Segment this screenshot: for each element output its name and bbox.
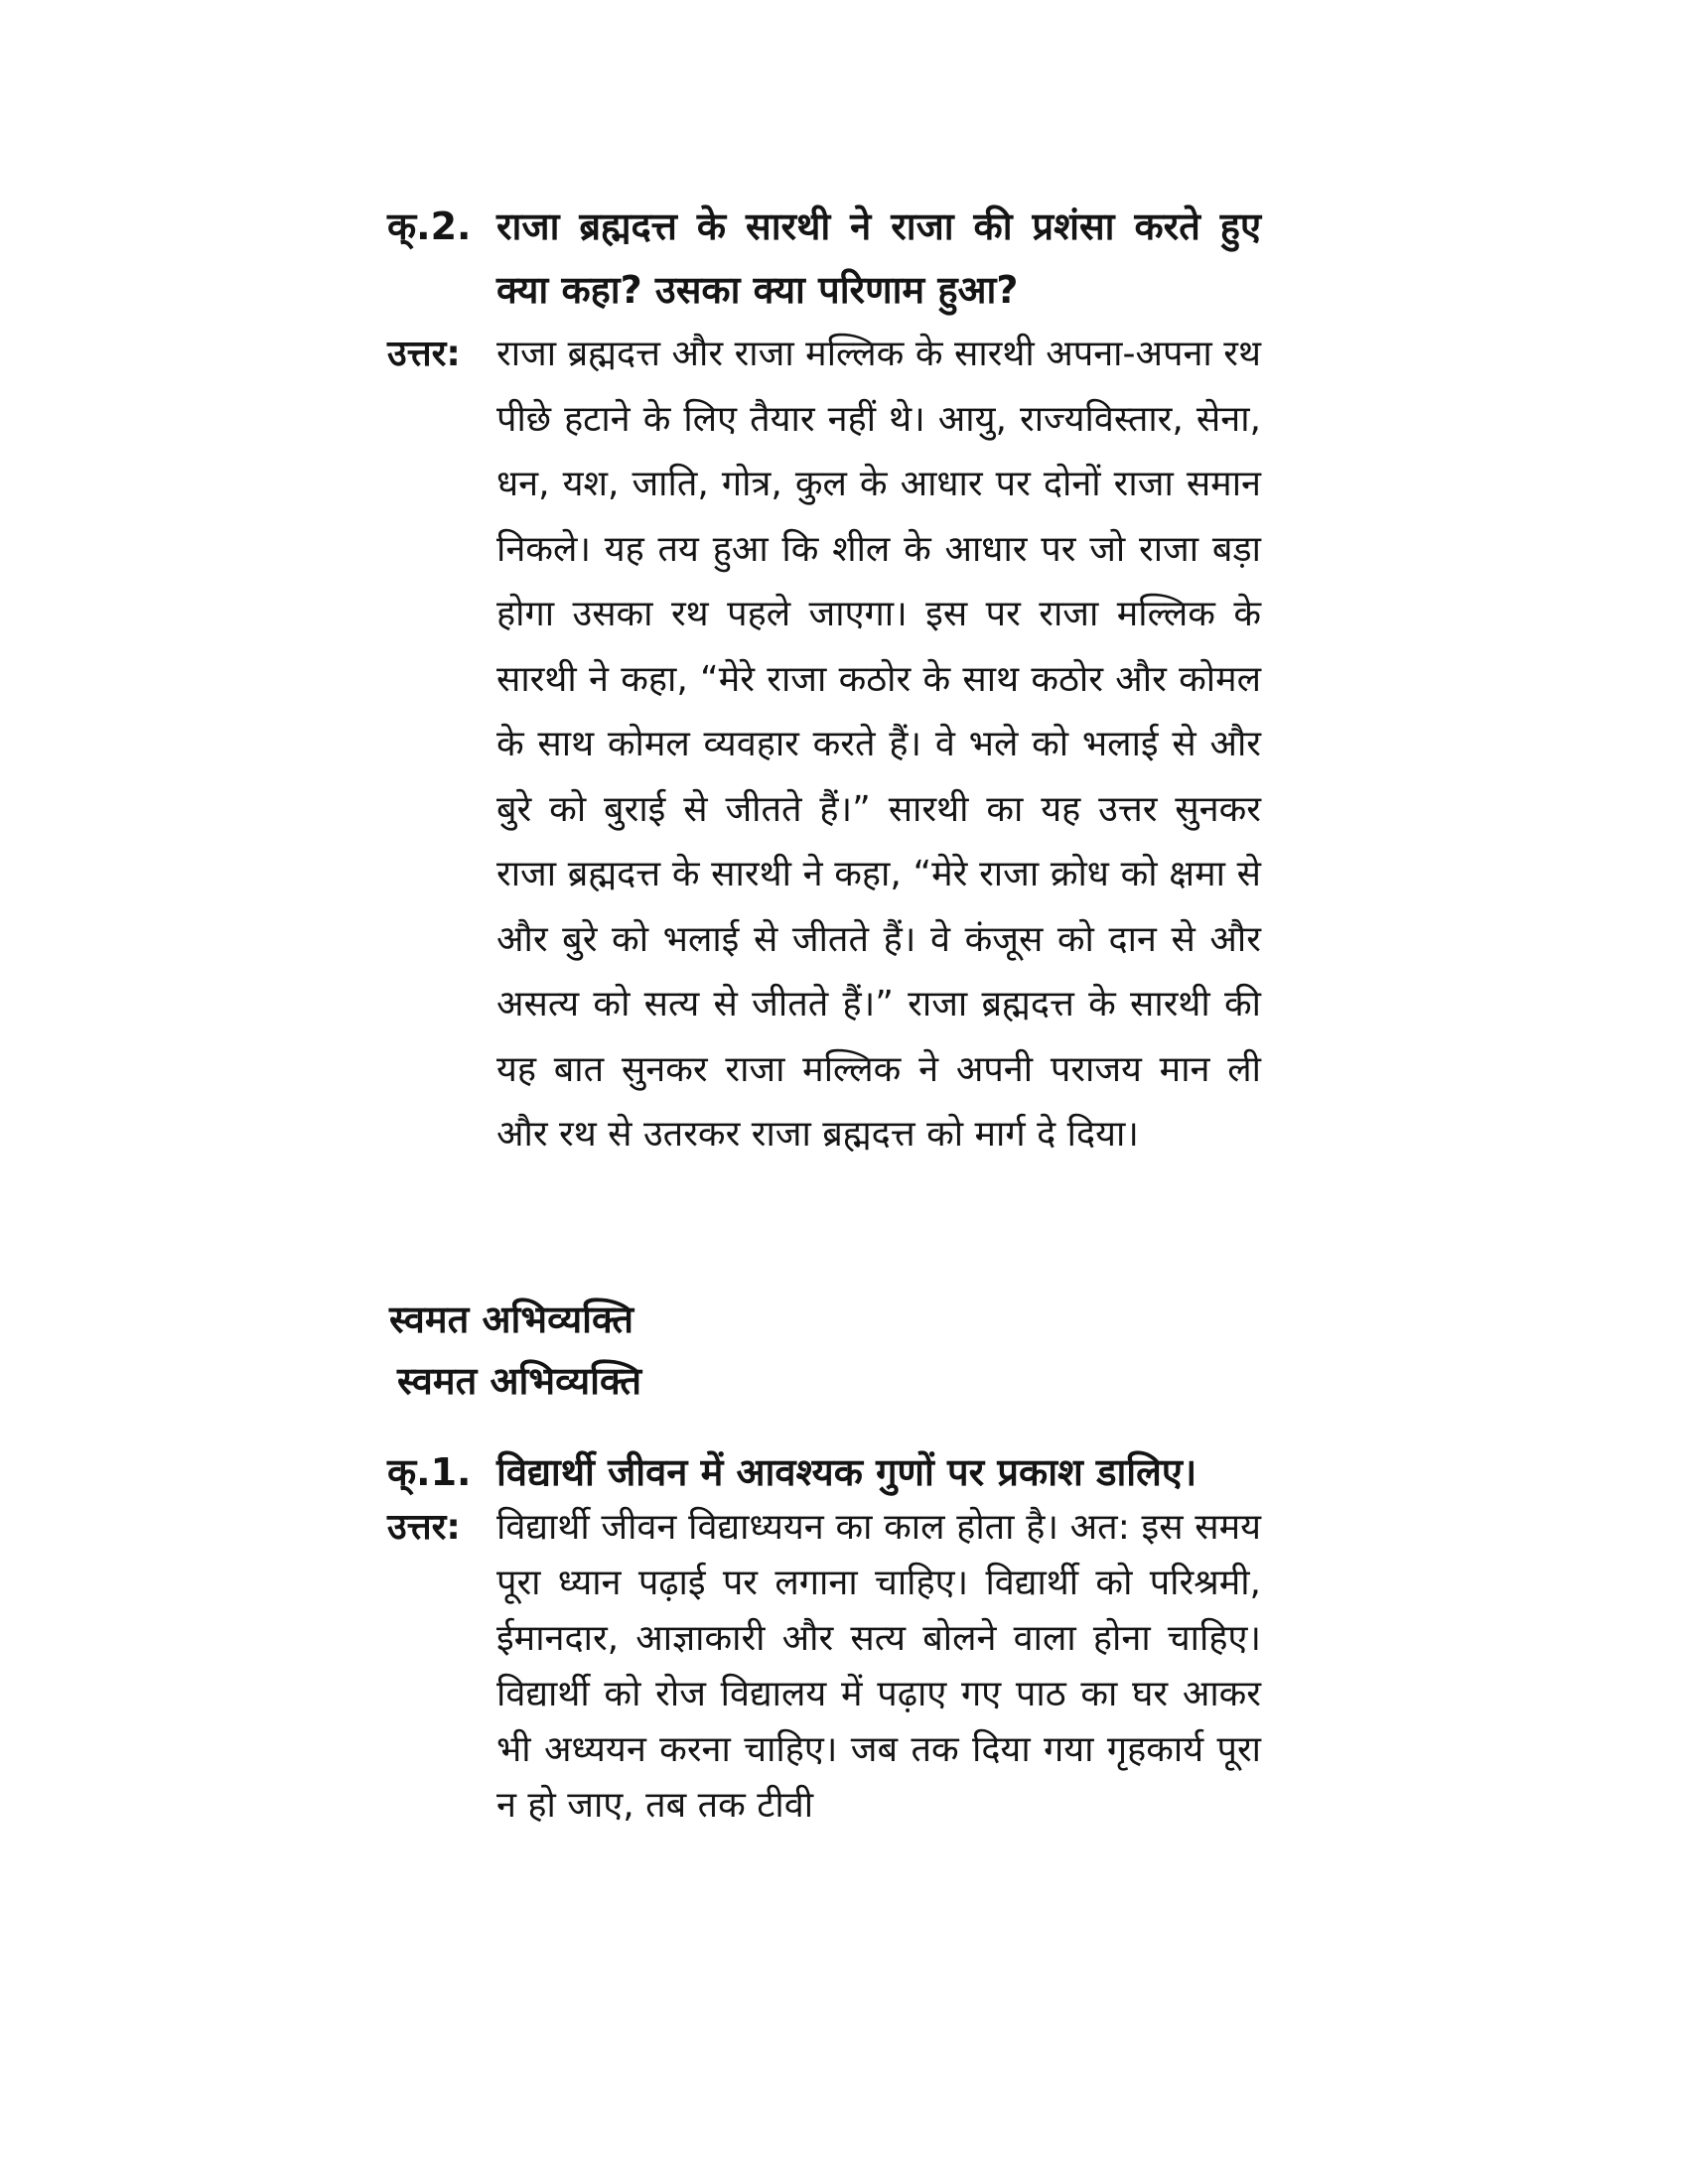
section-heading: स्वमत अभिव्यक्ति bbox=[389, 1297, 634, 1341]
answer-text: राजा ब्रह्मदत्त और राजा मल्लिक के सारथी अपना-अपना रथ पीछे हटाने के लिए तैयार नहीं थे। आयु, राज्यविस्तार, सेना, धन, यश, जाति, गोत्र, कुल के आधार पर दोनों राजा समान निकले। यह तय हुआ कि शील के आधार पर जो राजा बड़ा होगा उसका रथ पहले जाएगा। इस पर राजा मल्लिक के सारथी ने कहा, “मेरे राजा कठोर के साथ कठोर और कोमल के साथ कोमल व्यवहार करते हैं। वे भले को भलाई से और बुरे को बुराई से जीतते हैं।” सारथी का यह उत्तर सुनकर राजा ब्रह्मदत्त के सारथी ने कहा, “मेरे राजा क्रोध को क्षमा से और बुरे को भलाई से जीतते हैं। वे कंजूस को दान से और असत्य को सत्य से जीतते हैं।” राजा ब्रह्मदत्त के सारथी की यह बात सुनकर राजा मल्लिक ने अपनी पराजय मान ली और रथ से उतरकर राजा ब्रह्मदत्त को मार्ग दे दिया। bbox=[496, 334, 1261, 1155]
question-row bbox=[387, 1444, 1261, 1500]
qa-block-2 bbox=[387, 1444, 1261, 1834]
answer-label: उत्तर: bbox=[387, 334, 461, 374]
section-heading-duplicate: स्वमत अभिव्यक्ति bbox=[397, 1359, 642, 1403]
answer-row bbox=[387, 322, 1261, 1167]
question-number: क्.1. bbox=[387, 1450, 472, 1494]
answer-label: उत्तर: bbox=[387, 1507, 461, 1548]
question-row bbox=[387, 195, 1261, 322]
question-number: क्.2. bbox=[387, 205, 472, 248]
answer-text: विद्यार्थी जीवन विद्याध्ययन का काल होता है। अत: इस समय पूरा ध्यान पढ़ाई पर लगाना चाहिए। विद्यार्थी को परिश्रमी, ईमानदार, आज्ञाकारी और सत्य बोलने वाला होना चाहिए। विद्यार्थी को रोज विद्यालय में पढ़ाए गए पाठ का घर आकर भी अध्ययन करना चाहिए। जब तक दिया गया गृहकार्य पूरा न हो जाए, तब तक टीवी bbox=[496, 1507, 1261, 1826]
answer-row bbox=[387, 1500, 1261, 1834]
question-text: राजा ब्रह्मदत्त के सारथी ने राजा की प्रशंसा करते हुए क्या कहा? उसका क्या परिणाम हुआ? bbox=[496, 205, 1261, 312]
qa-block-1 bbox=[387, 195, 1261, 1167]
question-text: विद्यार्थी जीवन में आवश्यक गुणों पर प्रकाश डालिए। bbox=[496, 1450, 1197, 1494]
